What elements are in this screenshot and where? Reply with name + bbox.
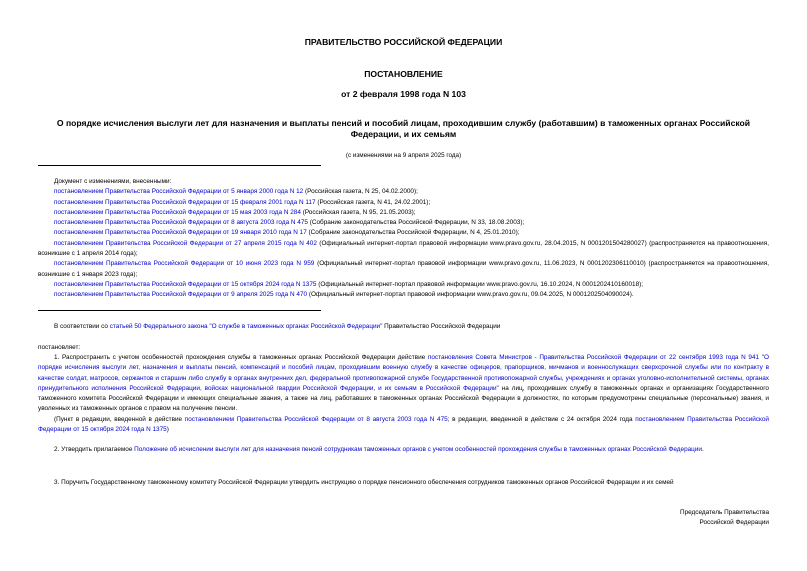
regulation-link[interactable]: Положение об исчислении выслуги лет для назначения пенсий сотрудникам таможенных органов с учетом особенностей прохождения службы в таможенных органах Российской Федерации — [134, 446, 702, 453]
amendment-item: постановлением Правительства Российской Федерации от 8 августа 2003 года N 475 (Собрание законодательства Российской Федерации, N 33, 18.08.2003); — [54, 219, 525, 227]
amendment-item: постановлением Правительства Российской Федерации от 10 июня 2023 года N 959 (Официальный интернет-портал правовой информации www.pravo.gov.ru, 11.06.2023, N 0001202306110010) (распространяется на правоотношения, возникшие с 1 января 2023 года); — [38, 260, 769, 278]
amendment-link[interactable]: постановлением Правительства Российской Федерации от 15 октября 2024 года N 1375 — [54, 280, 317, 288]
signature-block — [680, 508, 769, 528]
amendment-item: постановлением Правительства Российской Федерации от 9 апреля 2025 года N 470 (Официальный интернет-портал правовой информации www.pravo.gov.ru, 09.04.2025, N 0001202504090024). — [54, 291, 634, 299]
paragraph-3: 3. Поручить Государственному таможенному комитету Российской Федерации утвердить инструкцию о порядке пенсионного обеспечения сотрудников таможенных органов Российской Федерации и их семей — [54, 479, 674, 486]
amendment-link[interactable]: постановлением Правительства Российской Федерации от 8 августа 2003 года N 475 — [54, 219, 308, 227]
amendment-link[interactable]: постановлением Правительства Российской Федерации от 15 мая 2003 года N 284 — [54, 208, 301, 216]
paragraph-1-note: (Пункт в редакции, введенной в действие постановлением Правительства Российской Федерации от 8 августа 2003 года N 475; в редакции, введенной в действие с 24 октября 2024 года постановлением Правительства Российской Федерации от 15 октября 2024 года N 1375) — [38, 415, 769, 434]
decree-1375-link[interactable]: постановлением Правительства Российской Федерации от 15 октября 2024 года N 1375 — [38, 415, 769, 434]
signature-org: Российской Федерации — [699, 519, 769, 526]
law-article-link[interactable]: статьей 50 Федерального закона "О службе в таможенных органах Российской Федерации" — [109, 323, 383, 330]
paragraph-2: 2. Утвердить прилагаемое Положение об исчислении выслуги лет для назначения пенсий сотрудникам таможенных органов с учетом особенностей прохождения службы в таможенных органах Российской Федерации. — [54, 446, 704, 453]
document-date: от 2 февраля 1998 года N 103 — [341, 89, 466, 99]
decrees-word: постановляет: — [38, 344, 81, 351]
preamble-text: В соответствии со статьей 50 Федерального закона "О службе в таможенных органах Российской Федерации" Правительство Российской Федерации — [54, 323, 501, 330]
amendment-link[interactable]: постановлением Правительства Российской Федерации от 5 января 2000 года N 12 — [54, 188, 304, 196]
amendment-link[interactable]: постановлением Правительства Российской Федерации от 9 апреля 2025 года N 470 — [54, 291, 308, 299]
document-title: О порядке исчисления выслуги лет для назначения и выплаты пенсий и пособий лицам, проходившим службу (работавшим) в таможенных органах Российской Федерации, и их семьям — [56, 118, 751, 139]
divider-bottom — [38, 310, 321, 311]
edition-note: (с изменениями на 9 апреля 2025 года) — [345, 152, 462, 159]
amendment-link[interactable]: постановлением Правительства Российской Федерации от 15 февраля 2001 года N 117 — [54, 198, 316, 206]
decree-941-link[interactable]: постановления Совета Министров - Правительства Российской Федерации от 22 сентября 1993 года N 941 "О порядке исчисления выслуги лет, назначения и выплаты пенсий, компенсаций и пособий лицам, проходившим военную службу в качестве офицеров, прапорщиков, мичманов и военнослужащих сверхсрочной службы или по контракту в качестве солдат, матросов, сержантов и старшин либо службу в органах внутренних дел, федеральной противопожарной службе Государственной противопожарной службы, учреждениях и органах уголовно-исполнительной системы, органах принудительного исполнения Российской Федерации, войсках национальной гвардии Российской Федерации, и их семьям в Российской Федерации" — [38, 354, 770, 392]
preamble — [38, 322, 769, 332]
amendment-item: постановлением Правительства Российской Федерации от 5 января 2000 года N 12 (Российская газета, N 25, 04.02.2000); — [54, 188, 418, 196]
changes-items — [38, 187, 769, 300]
amendment-link[interactable]: постановлением Правительства Российской Федерации от 27 апреля 2015 года N 402 — [54, 239, 317, 247]
changes-list — [38, 177, 769, 301]
amendment-link[interactable]: постановлением Правительства Российской Федерации от 10 июня 2023 года N 959 — [54, 260, 315, 268]
amendment-item: постановлением Правительства Российской Федерации от 15 октября 2024 года N 1375 (Официальный интернет-портал правовой информации www.pravo.gov.ru, 16.10.2024, N 0001202410160018); — [54, 280, 644, 288]
amendment-link[interactable]: постановлением Правительства Российской Федерации от 19 января 2010 года N 17 — [54, 229, 307, 237]
document-type: ПОСТАНОВЛЕНИЕ — [364, 69, 443, 79]
paragraph-1: 1. Распространить с учетом особенностей прохождения службы в таможенных органах Российской Федерации действие постановления Совета Министров - Правительства Российской Федерации от 22 сентября 1993 года N 941 "О порядке исчисления выслуги лет, назначения и выплаты пенсий, компенсаций и пособий лицам, проходившим военную службу в качестве офицеров, прапорщиков, мичманов и военнослужащих сверхсрочной службы или по контракту в качестве солдат, матросов, сержантов и старшин либо службу в органах внутренних дел, федеральной противопожарной службе Государственной противопожарной службы, учреждениях и органах уголовно-исполнительной системы, органах принудительного исполнения Российской Федерации, войсках национальной гвардии Российской Федерации, и их семьям в Российской Федерации" на лиц, проходивших службу в таможенных органах и организациях Государственного таможенного комитета Российской Федерации и имеющих специальные звания, а также на лиц, работавших в таможенных органах Российской Федерации в должностях, по которым предусмотрены специальные (персональные) звания, и уволенных из таможенных органов с правом на получение пенсии. (Пункт в редакции, введенной в действие постановлением Правительства Российской Федерации от 8 августа 2003 года N 475; в редакции, введенной в действие с 24 октября 2024 года постановлением Правительства Российской Федерации от 15 октября 2024 года N 1375) — [38, 353, 769, 435]
divider-top — [38, 165, 321, 166]
amendment-item: постановлением Правительства Российской Федерации от 15 мая 2003 года N 284 (Российская газета, N 95, 21.05.2003); — [54, 208, 416, 216]
amendment-item: постановлением Правительства Российской Федерации от 19 января 2010 года N 17 (Собрание законодательства Российской Федерации, N 4, 25.01.2010); — [54, 229, 520, 237]
amendment-item: постановлением Правительства Российской Федерации от 15 февраля 2001 года N 117 (Российская газета, N 41, 24.02.2001); — [54, 198, 431, 206]
amendment-item: постановлением Правительства Российской Федерации от 27 апреля 2015 года N 402 (Официальный интернет-портал правовой информации www.pravo.gov.ru, 28.04.2015, N 0001201504280027) (распространяется на правоотношения, возникшие с 1 апреля 2014 года); — [38, 239, 769, 258]
changes-intro: Документ с изменениями, внесенными: — [54, 178, 172, 185]
signature-title: Председатель Правительства — [680, 509, 769, 516]
issuing-body: ПРАВИТЕЛЬСТВО РОССИЙСКОЙ ФЕДЕРАЦИИ — [304, 37, 503, 47]
decree-475-link[interactable]: постановлением Правительства Российской Федерации от 8 августа 2003 года N 475 — [184, 415, 448, 423]
